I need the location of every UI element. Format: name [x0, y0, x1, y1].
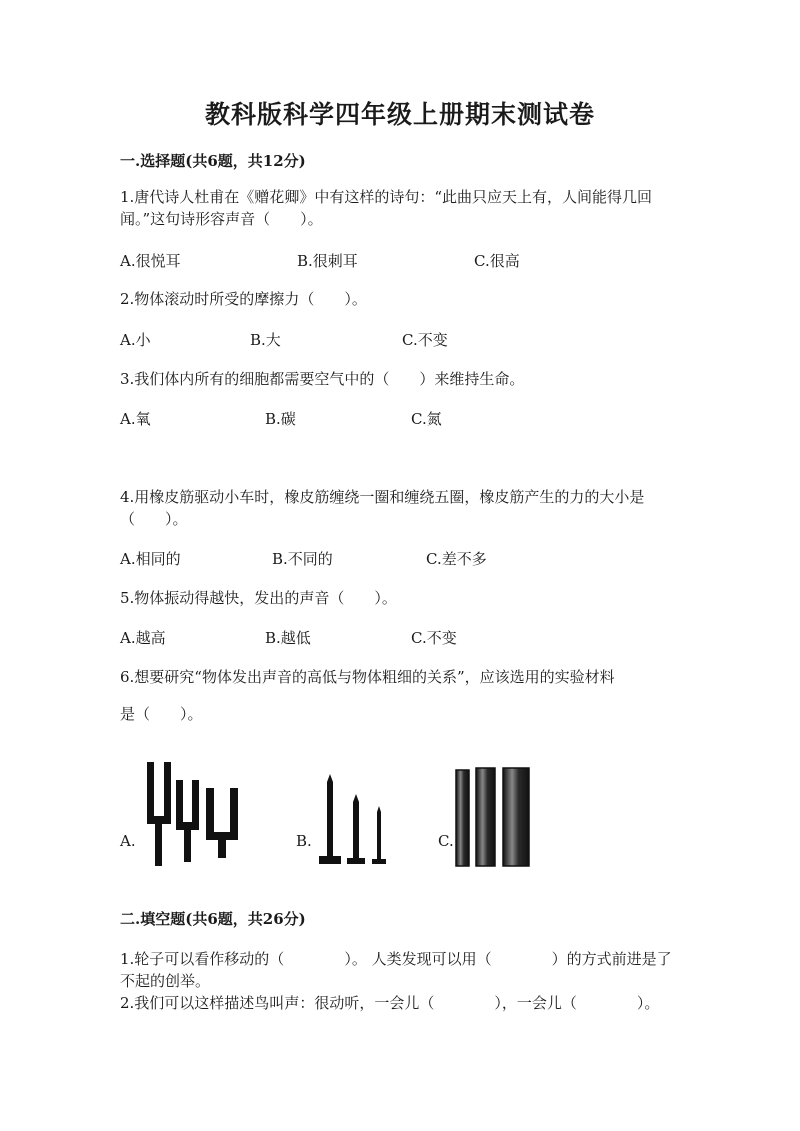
question-5-stem: 5.物体振动得越快，发出的声音（ ）。: [120, 589, 397, 607]
question-5-option-b[interactable]: B.越低: [265, 629, 311, 647]
question-4-stem: 4.用橡皮筋驱动小车时，橡皮筋缠绕一圈和缠绕五圈，橡皮筋产生的力的大小是（ ）。: [120, 488, 645, 528]
question-6-option-b-label[interactable]: B.: [296, 832, 312, 850]
question-3-option-c[interactable]: C.氮: [411, 410, 442, 428]
question-6-stem-line1: 6.想要研究“物体发出声音的高低与物体粗细的关系”，应该选用的实验材料: [120, 668, 615, 686]
question-4-option-c[interactable]: C.差不多: [426, 550, 487, 568]
rods-image[interactable]: [454, 766, 534, 868]
question-1-stem: 1.唐代诗人杜甫在《赠花卿》中有这样的诗句：“此曲只应天上有，人间能得几回闻。”这句诗形容声音（ ）。: [120, 188, 652, 228]
question-1-option-c[interactable]: C.很高: [474, 252, 520, 270]
nails-image[interactable]: [314, 772, 394, 868]
fill-question-1-stem: 1.轮子可以看作移动的（ ）。 人类发现可以用（ ）的方式前进是了不起的创举。: [120, 950, 672, 990]
question-6-option-c-label[interactable]: C.: [438, 832, 454, 850]
section-heading-choice: 一.选择题(共6题，共12分): [120, 152, 306, 170]
question-2-option-c[interactable]: C.不变: [402, 331, 448, 349]
question-3-option-b[interactable]: B.碳: [265, 410, 296, 428]
question-6-option-a-label[interactable]: A.: [120, 832, 136, 850]
section-heading-fill: 二.填空题(共6题，共26分): [120, 910, 306, 928]
question-5-option-a[interactable]: A.越高: [120, 629, 166, 647]
question-3-option-a[interactable]: A.氧: [120, 410, 151, 428]
fill-question-2-stem: 2.我们可以这样描述鸟叫声：很动听，一会儿（ ），一会儿（ ）。: [120, 994, 660, 1012]
page-title: 教科版科学四年级上册期末测试卷: [204, 100, 595, 129]
tuning-forks-image[interactable]: [140, 760, 250, 868]
question-2-option-b[interactable]: B.大: [250, 331, 281, 349]
question-1-option-a[interactable]: A.很悦耳: [120, 252, 181, 270]
question-6-stem-line2: 是（ ）。: [120, 705, 203, 723]
question-1-option-b[interactable]: B.很刺耳: [297, 252, 358, 270]
question-4-option-b[interactable]: B.不同的: [272, 550, 333, 568]
question-2-option-a[interactable]: A.小: [120, 331, 151, 349]
question-4-option-a[interactable]: A.相同的: [120, 550, 181, 568]
question-5-option-c[interactable]: C.不变: [411, 629, 457, 647]
question-3-stem: 3.我们体内所有的细胞都需要空气中的（ ）来维持生命。: [120, 370, 525, 388]
question-2-stem: 2.物体滚动时所受的摩擦力（ ）。: [120, 290, 367, 308]
